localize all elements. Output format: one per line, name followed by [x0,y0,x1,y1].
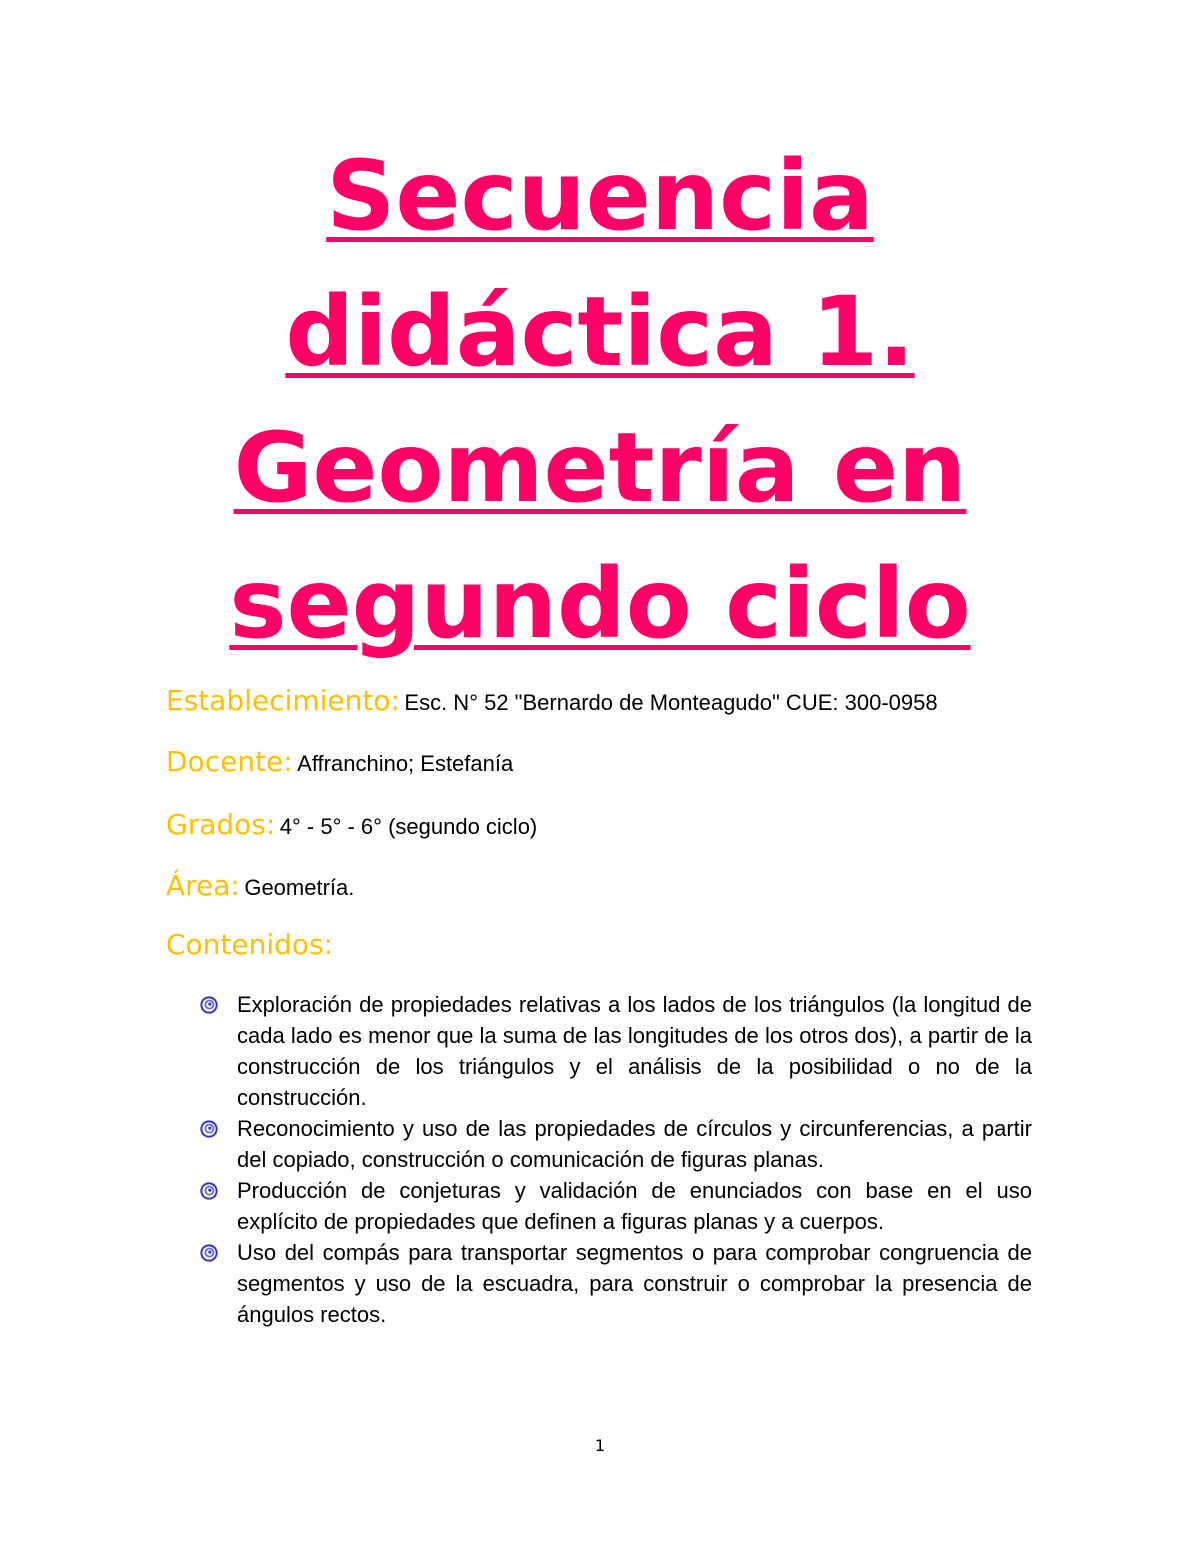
list-item [200,1113,1032,1175]
list-item [200,1175,1032,1237]
title-line-2: didáctica 1. [285,276,915,388]
docente-value: Affranchino; Estefanía [297,751,514,776]
swirl-bullet-icon [200,1182,218,1200]
area-row [166,869,1066,902]
swirl-bullet-icon [200,1244,218,1262]
page-number: 1 [594,1436,606,1455]
list-item-text: Uso del compás para transportar segmentos o para comprobar congruencia de segmentos y uso de la escuadra, para construir o comprobar la presencia de ángulos rectos. [237,1240,1032,1327]
swirl-bullet-icon [200,1120,218,1138]
list-item-text: Reconocimiento y uso de las propiedades de círculos y circunferencias, a partir del copiado, construcción o comunicación de figuras planas. [237,1116,1032,1172]
grados-value: 4° - 5° - 6° (segundo ciclo) [279,814,538,839]
grados-label: Grados: [166,808,276,841]
list-item-text: Exploración de propiedades relativas a los lados de los triángulos (la longitud de cada lado es menor que la suma de las longitudes de los otros dos), a partir de la construcción de los triángulos y el análisis de la posibilidad o no de la construcción. [237,992,1032,1110]
docente-row [166,745,1066,778]
list-item [200,989,1032,1113]
grados-row [166,808,1066,841]
title-line-4: segundo ciclo [229,548,971,660]
docente-label: Docente: [166,745,293,778]
area-label: Área: [166,869,240,902]
establecimiento-label: Establecimiento: [166,684,400,717]
establecimiento-value: Esc. N° 52 "Bernardo de Monteagudo" CUE: 300-0958 [404,690,938,715]
swirl-bullet-icon [200,996,218,1014]
establecimiento-row [166,684,1066,717]
list-item [200,1237,1032,1330]
contenidos-heading: Contenidos: [166,928,334,961]
title-line-1: Secuencia [326,140,874,252]
list-item-text: Producción de conjeturas y validación de enunciados con base en el uso explícito de propiedades que definen a figuras planas y a cuerpos. [237,1178,1032,1234]
contenidos-list [200,989,1032,1330]
area-value: Geometría. [244,875,355,900]
title-line-3: Geometría en [233,412,967,524]
document-title [150,128,1050,672]
